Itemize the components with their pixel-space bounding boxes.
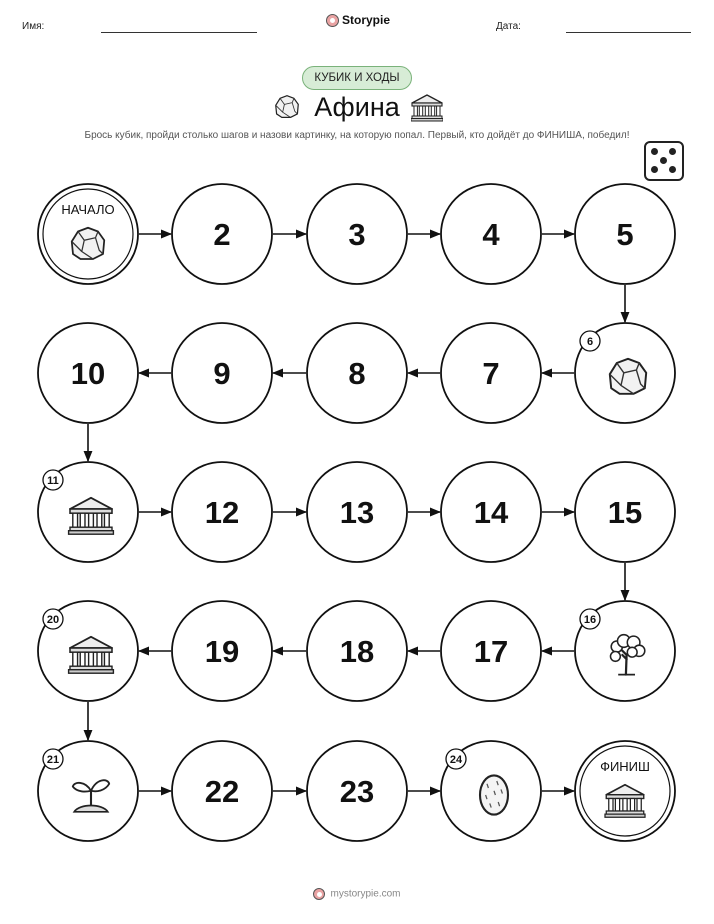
board-cell[interactable] [172, 184, 272, 284]
cell-number: 10 [70, 356, 106, 391]
board-cell-finish[interactable] [575, 741, 675, 841]
cell-number: 16 [583, 614, 597, 626]
storypie-logo-icon [313, 888, 325, 900]
date-label: Дата: [496, 21, 521, 32]
board-cell[interactable] [575, 184, 675, 284]
cell-number: 23 [339, 774, 375, 809]
name-label: Имя: [22, 21, 45, 32]
rock-icon [72, 228, 105, 259]
cell-number: 13 [339, 495, 375, 530]
finish-label: ФИНИШ [600, 759, 650, 774]
cell-number: 15 [607, 495, 643, 530]
instructions: Брось кубик, пройди столько шагов и назови картинку, на которую попал. Первый, кто дойдёт до ФИНИША, победил! [84, 130, 630, 141]
cell-number: 5 [616, 217, 634, 252]
board-cell[interactable] [307, 323, 407, 423]
cell-number: 18 [339, 634, 375, 669]
cell-number: 14 [473, 495, 509, 530]
rock-icon [610, 359, 646, 394]
cell-number: 19 [204, 634, 240, 669]
seed-icon [480, 775, 508, 814]
cell-number: 17 [473, 634, 509, 669]
cell-number: 12 [204, 495, 240, 530]
board-cell-picture[interactable] [38, 462, 138, 562]
board-cell-picture[interactable] [38, 601, 138, 701]
board-cell-picture[interactable] [441, 741, 541, 841]
cell-number: 6 [586, 336, 594, 348]
board-cell[interactable] [441, 184, 541, 284]
board-cell-start[interactable] [38, 184, 138, 284]
cell-number: 24 [449, 754, 463, 766]
board-cell-picture[interactable] [575, 601, 675, 701]
cell-number: 4 [482, 217, 500, 252]
start-label: НАЧАЛО [61, 202, 115, 217]
cell-number: 11 [47, 475, 59, 487]
board-cell[interactable] [441, 323, 541, 423]
cell-number: 21 [46, 754, 60, 766]
footer [0, 888, 714, 900]
cell-number: 3 [348, 217, 366, 252]
board-cell[interactable] [307, 462, 407, 562]
board-cell[interactable] [172, 601, 272, 701]
activity-tag: КУБИК И ХОДЫ [302, 66, 412, 90]
board-cell[interactable] [441, 601, 541, 701]
board-cell[interactable] [172, 462, 272, 562]
cell-number: 20 [46, 614, 60, 626]
board-cell[interactable] [172, 323, 272, 423]
cell-number: 7 [482, 356, 500, 391]
cell-number: 2 [213, 217, 231, 252]
page-title: Афина [314, 92, 400, 122]
board-cell[interactable] [575, 462, 675, 562]
brand-name: Storypie [342, 13, 391, 27]
board-cell[interactable] [441, 462, 541, 562]
cell-number: 22 [204, 774, 240, 809]
board-cell[interactable] [38, 323, 138, 423]
board-cell[interactable] [307, 741, 407, 841]
board-cell[interactable] [307, 184, 407, 284]
footer-url[interactable]: mystorypie.com [330, 888, 401, 900]
cell-number: 8 [348, 356, 366, 391]
board-cell[interactable] [172, 741, 272, 841]
board-cell-picture[interactable] [38, 741, 138, 841]
cell-number: 9 [213, 356, 231, 391]
board-cell[interactable] [307, 601, 407, 701]
board-cell-picture[interactable] [575, 323, 675, 423]
